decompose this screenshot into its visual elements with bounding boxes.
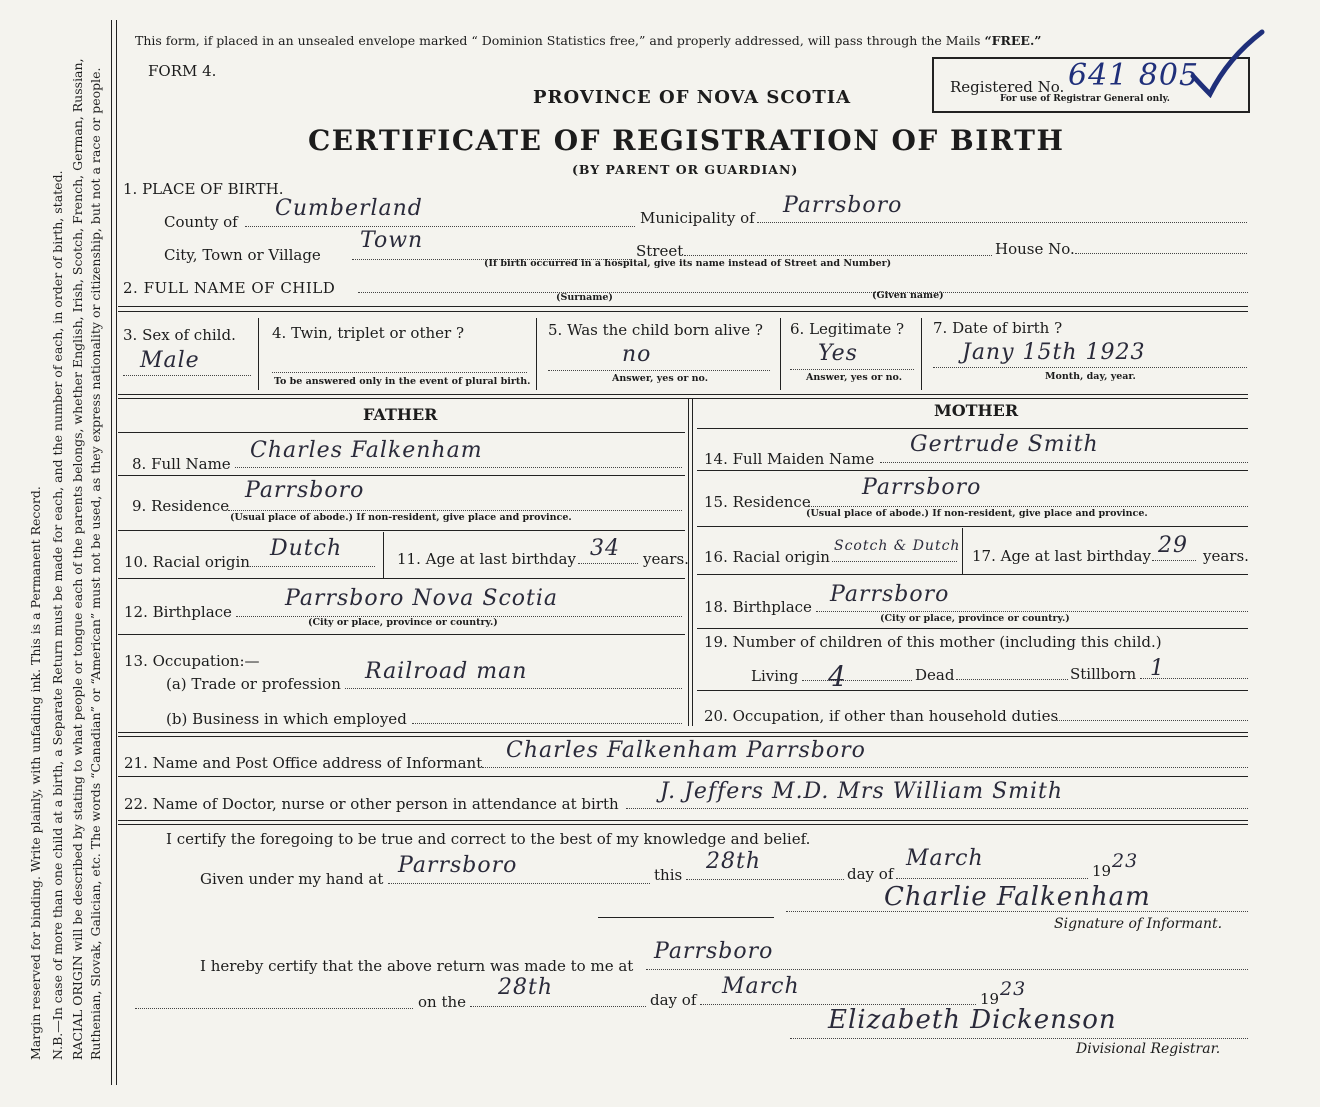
municipality-line: [757, 222, 1247, 223]
informant-line: [482, 767, 1248, 768]
place-heading: 1. PLACE OF BIRTH.: [123, 180, 284, 198]
informant-signature: Charlie Falkenham: [884, 882, 1151, 912]
registrar-general-note: For use of Registrar General only.: [1000, 94, 1170, 104]
mother-years: years.: [1203, 547, 1249, 565]
dob-value: Jany 15th 1923: [962, 340, 1146, 365]
mother-birthplace-value: Parrsboro: [830, 582, 950, 607]
mother-rule-1: [697, 470, 1248, 471]
mother-racial-line: [832, 561, 957, 562]
signature-label: Signature of Informant.: [1054, 916, 1223, 932]
father-name-value: Charles Falkenham: [250, 438, 483, 463]
county-line: [245, 226, 635, 227]
father-years: years.: [643, 550, 689, 568]
twin-label: 4. Twin, triplet or other ?: [272, 324, 464, 342]
father-name-line: [235, 467, 682, 468]
divider-lower-1: [118, 732, 1248, 733]
mother-age-value: 29: [1158, 533, 1188, 558]
father-rule-3: [118, 578, 685, 579]
form-number: FORM 4.: [148, 62, 217, 80]
page-subtitle: (BY PARENT OR GUARDIAN): [572, 162, 799, 177]
mother-birthplace-line: [816, 611, 1248, 612]
informant-value: Charles Falkenham Parrsboro: [506, 738, 866, 763]
registrar-signature-line: [790, 1038, 1248, 1039]
mother-age-label: 17. Age at last birthday: [972, 547, 1151, 565]
doctor-value: J. Jeffers M.D. Mrs William Smith: [660, 779, 1064, 804]
sex-line: [123, 375, 251, 376]
mother-abode-note: (Usual place of abode.) If non-resident, give place and province.: [806, 508, 1148, 519]
mother-rule-3: [697, 574, 1248, 575]
father-trade-value: Railroad man: [365, 659, 528, 684]
mother-rule-2: [697, 526, 1248, 527]
informant-label: 21. Name and Post Office address of Informant: [124, 754, 483, 772]
twin-line: [272, 372, 527, 373]
father-occupation-label: 13. Occupation:—: [124, 652, 260, 670]
year-value: 23: [1112, 850, 1139, 872]
mother-residence-value: Parrsboro: [862, 475, 982, 500]
mother-name-label: 14. Full Maiden Name: [704, 450, 875, 468]
father-heading-rule: [118, 432, 685, 433]
mother-name-line: [880, 462, 1248, 463]
living-label: Living: [751, 667, 799, 685]
mother-heading: MOTHER: [934, 401, 1019, 420]
year-prefix: 19: [1092, 862, 1112, 880]
registered-label: Registered No.: [950, 78, 1065, 96]
col-divider-2: [536, 318, 537, 390]
month-line: [896, 878, 1088, 879]
registrar-month-value: March: [722, 974, 800, 999]
city-label: City, Town or Village: [164, 246, 321, 264]
father-business-label: (b) Business in which employed: [166, 710, 407, 728]
alive-note: Answer, yes or no.: [612, 373, 709, 384]
father-trade-label: (a) Trade or profession: [166, 675, 341, 693]
divider-parents-2: [118, 398, 1248, 399]
county-label: County of: [164, 213, 238, 231]
registrar-year-prefix: 19: [980, 990, 1000, 1008]
month-value: March: [906, 846, 984, 871]
registrar-day-value: 28th: [498, 975, 554, 1000]
alive-label: 5. Was the child born alive ?: [548, 321, 763, 339]
father-rule-1: [118, 475, 685, 476]
divider-certify-1: [118, 820, 1248, 821]
registrar-place-line: [646, 969, 1248, 970]
mother-residence-label: 15. Residence: [704, 493, 811, 511]
municipality-label: Municipality of: [640, 209, 755, 227]
divider-certify-2: [118, 824, 1248, 825]
this-label: this: [654, 866, 683, 884]
signature-blank-rule: [598, 917, 774, 918]
house-line: [1075, 253, 1247, 254]
child-name-label: 2. FULL NAME OF CHILD: [123, 279, 336, 297]
stillborn-label: Stillborn: [1070, 665, 1137, 683]
father-racial-divider: [383, 532, 384, 578]
father-racial-line: [250, 566, 375, 567]
father-name-label: 8. Full Name: [132, 455, 231, 473]
father-age-value: 34: [590, 536, 620, 561]
mother-birthplace-note: (City or place, province or country.): [880, 613, 1070, 624]
registrar-place-value: Parrsboro: [654, 939, 774, 964]
sex-label: 3. Sex of child.: [123, 326, 236, 344]
checkmark-icon: [1188, 28, 1268, 98]
father-heading: FATHER: [363, 405, 438, 424]
stillborn-value: 1: [1150, 656, 1165, 681]
given-place-value: Parrsboro: [398, 853, 518, 878]
mother-rule-4: [697, 628, 1248, 629]
legitimate-note: Answer, yes or no.: [806, 372, 903, 383]
divider-top-2: [118, 311, 1248, 312]
father-age-line: [578, 563, 638, 564]
mother-rule-5: [697, 690, 1248, 691]
doctor-line: [626, 808, 1248, 809]
mother-racial-value: Scotch & Dutch: [834, 538, 961, 554]
dob-line: [933, 367, 1247, 368]
day-value: 28th: [706, 849, 762, 874]
father-residence-label: 9. Residence: [132, 497, 230, 515]
province-title: PROVINCE OF NOVA SCOTIA: [533, 87, 852, 108]
margin-rule: [111, 20, 112, 1085]
given-label: Given under my hand at: [200, 870, 384, 888]
margin-note-separate-return: N.B.—In case of more than one child at a birth, a Separate Return must be made for each, and the number of each, in order of birth, stated.: [50, 170, 65, 1060]
margin-note-racial-origin: RACIAL ORIGIN will be described by stating to what people or tongue each of the parents belongs, whether English, Irish, Scotch, French, German, Russian,: [70, 58, 85, 1060]
col-divider-1: [258, 318, 259, 390]
mother-occupation-line: [1055, 720, 1248, 721]
hospital-note: (If birth occurred in a hospital, give its name instead of Street and Number): [484, 258, 892, 269]
mother-racial-label: 16. Racial origin: [704, 548, 830, 566]
doctor-label: 22. Name of Doctor, nurse or other person in attendance at birth: [124, 795, 619, 813]
father-abode-note: (Usual place of abode.) If non-resident, give place and province.: [230, 512, 572, 523]
living-value: 4: [828, 660, 847, 693]
registrar-signature-label: Divisional Registrar.: [1076, 1041, 1221, 1057]
father-birthplace-label: 12. Birthplace: [124, 603, 232, 621]
dead-label: Dead: [915, 666, 955, 684]
alive-value: no: [622, 342, 652, 367]
surname-note: (Surname): [556, 292, 613, 303]
mother-occupation-label: 20. Occupation, if other than household duties: [704, 707, 1059, 725]
father-rule-2: [118, 530, 685, 531]
father-birthplace-note: (City or place, province or country.): [308, 617, 498, 628]
children-label: 19. Number of children of this mother (including this child.): [704, 633, 1162, 651]
col-divider-3: [780, 318, 781, 390]
registrar-day-line: [470, 1006, 646, 1007]
col-divider-4: [921, 318, 922, 390]
father-trade-line: [345, 688, 682, 689]
father-racial-label: 10. Racial origin: [124, 553, 250, 571]
certify-statement: I certify the foregoing to be true and correct to the best of my knowledge and belief.: [166, 830, 811, 848]
father-rule-4: [118, 634, 685, 635]
child-name-line: [358, 292, 1248, 293]
dob-label: 7. Date of birth ?: [933, 319, 1063, 337]
on-label: on the: [418, 993, 467, 1011]
legitimate-value: Yes: [818, 341, 858, 366]
registrar-blank-line: [135, 1008, 413, 1009]
margin-rule-inner: [116, 20, 117, 1085]
mother-racial-divider: [962, 528, 963, 574]
father-residence-value: Parrsboro: [245, 478, 365, 503]
divider-parents-1: [118, 394, 1248, 395]
registrar-dayof-label: day of: [650, 991, 697, 1009]
twin-note: To be answered only in the event of plural birth.: [274, 376, 531, 387]
given-place-line: [388, 883, 650, 884]
divider-lower-2: [118, 736, 1248, 737]
mail-notice: This form, if placed in an unsealed envelope marked “ Dominion Statistics free,” and properly addressed, will pass through the Mails “FREE.”: [135, 33, 1042, 48]
day-line: [686, 879, 844, 880]
father-birthplace-value: Parrsboro Nova Scotia: [285, 586, 559, 611]
margin-note-binding: Margin reserved for binding. Write plainly, with unfading ink. This is a Permanent Record.: [28, 486, 43, 1060]
father-business-line: [412, 723, 682, 724]
street-label: Street: [636, 242, 684, 260]
father-age-label: 11. Age at last birthday: [397, 550, 576, 568]
alive-line: [548, 370, 770, 371]
father-racial-value: Dutch: [270, 536, 343, 561]
legitimate-label: 6. Legitimate ?: [790, 320, 905, 338]
county-value: Cumberland: [275, 196, 423, 221]
father-residence-line: [228, 510, 682, 511]
dob-note: Month, day, year.: [1045, 371, 1136, 382]
municipality-value: Parrsboro: [783, 193, 903, 218]
page-title: CERTIFICATE OF REGISTRATION OF BIRTH: [308, 124, 1065, 157]
registered-number: 641 805: [1068, 58, 1200, 93]
house-label: House No.: [995, 240, 1075, 258]
mother-birthplace-label: 18. Birthplace: [704, 598, 812, 616]
registrar-statement: I hereby certify that the above return was made to me at: [200, 957, 634, 975]
given-name-note: (Given name): [872, 290, 944, 301]
mother-age-line: [1152, 560, 1196, 561]
informant-rule: [118, 776, 1248, 777]
mother-heading-rule: [697, 428, 1248, 429]
parents-divider-2: [692, 398, 693, 726]
living-line: [802, 680, 912, 681]
sex-value: Male: [140, 348, 200, 373]
registrar-signature: Elizabeth Dickenson: [828, 1005, 1117, 1035]
street-line: [684, 255, 992, 256]
legitimate-line: [790, 369, 914, 370]
city-value: Town: [360, 228, 424, 253]
dayof-label: day of: [847, 865, 894, 883]
mother-residence-line: [808, 506, 1248, 507]
divider-top-1: [118, 306, 1248, 307]
dead-line: [956, 679, 1068, 680]
registrar-year-value: 23: [1000, 978, 1027, 1000]
margin-note-nationality: Ruthenian, Slovak, Galician, etc. The words “Canadian” or “American” must not be used, as they express nationality or citizenship, but not a race or people.: [88, 67, 103, 1060]
mother-name-value: Gertrude Smith: [910, 432, 1099, 457]
